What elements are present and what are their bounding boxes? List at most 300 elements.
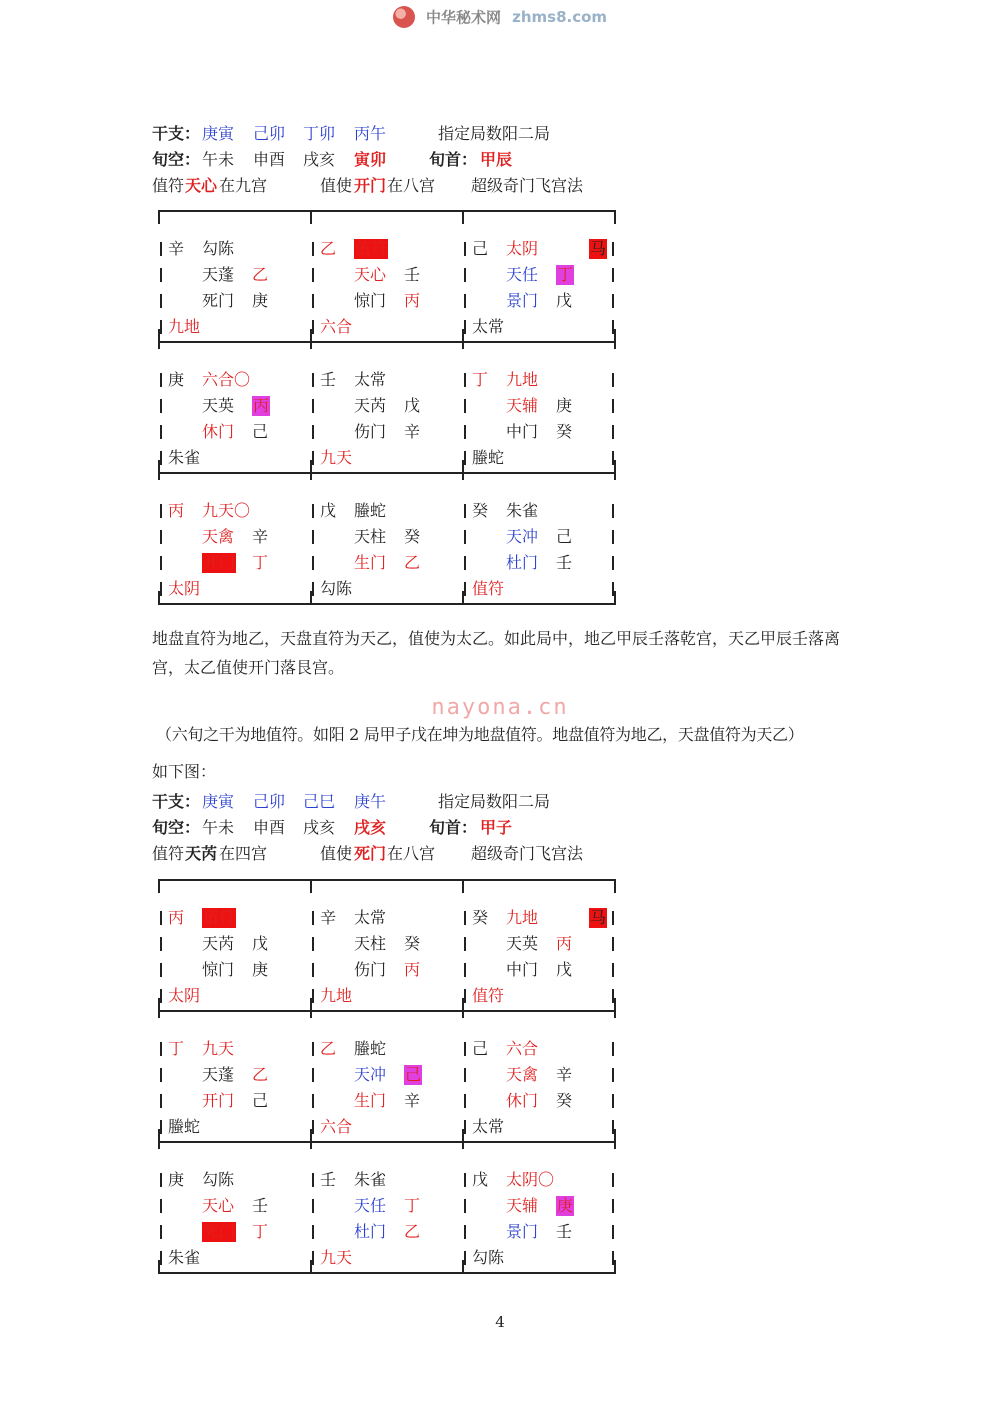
cell-bar (160, 937, 162, 951)
yin-yang-logo-icon (393, 6, 415, 28)
star: 天柱 (354, 934, 387, 953)
ju-number: 指定局数阳二局 (438, 792, 551, 811)
grid-tick (614, 879, 616, 893)
cell-bar (612, 1251, 614, 1265)
cell-bar (312, 399, 314, 413)
watermark: nayona.cn (431, 695, 569, 720)
cell-bar (312, 1068, 314, 1082)
earth-stem: 丁 (168, 1039, 185, 1058)
door-stem: 癸 (556, 1091, 573, 1110)
deity: 朱雀 (506, 501, 539, 520)
palace-cell (158, 224, 308, 354)
lower-deity: 六合 (320, 317, 353, 336)
cell-bar (312, 268, 314, 282)
cell-bar (612, 399, 614, 413)
star: 天任 (506, 265, 539, 284)
star: 天冲 (354, 1065, 387, 1084)
paragraph-2: （六旬之干为地值符。如阳 2 局甲子戊在坤为地盘值符。地盘值符为地乙，天盘值符为天乙） (156, 725, 804, 744)
cell-bar (312, 425, 314, 439)
cell-bar (160, 425, 162, 439)
cell-bar (312, 1173, 314, 1187)
zhifu-star: 天心 (185, 176, 218, 195)
door-stem: 壬 (556, 1222, 573, 1241)
door: 杜门 (506, 553, 539, 572)
ganzhi-label: 干支： (152, 124, 201, 143)
cell-bar (612, 504, 614, 518)
grid-hline (158, 210, 614, 212)
palace-cell (310, 1024, 460, 1154)
heaven-stem: 庚 (557, 1196, 574, 1215)
door: 死门 (202, 291, 235, 310)
lower-deity: 勾陈 (320, 579, 353, 598)
grid-tick (158, 210, 160, 224)
palace-cell (310, 486, 460, 616)
lower-deity: 九地 (320, 986, 353, 1005)
lower-deity: 朱雀 (168, 1248, 201, 1267)
grid-tick (614, 210, 616, 224)
grid-tick (614, 1135, 616, 1149)
deity: 九地 (506, 370, 539, 389)
lower-deity: 九地 (168, 317, 201, 336)
xunkong-label: 旬空： (152, 818, 201, 837)
palace-cell (158, 355, 308, 485)
grid-tick (614, 591, 616, 605)
cell-bar (612, 582, 614, 596)
cell-bar (160, 399, 162, 413)
zhishi-door: 开门 (354, 176, 387, 195)
lower-deity: 勾陈 (472, 1248, 505, 1267)
cell-bar (612, 1094, 614, 1108)
door-stem: 癸 (556, 422, 573, 441)
star: 天冲 (506, 527, 539, 546)
grid-tick (310, 879, 312, 893)
deity: 九天〇 (202, 501, 251, 520)
deity: 螣蛇 (354, 1039, 387, 1058)
door-stem: 乙 (404, 553, 421, 572)
cell-bar (160, 582, 162, 596)
cell-bar (160, 1068, 162, 1082)
cell-bar (464, 530, 466, 544)
zhishi-palace: 在八宫 (387, 176, 436, 195)
lower-deity: 螣蛇 (168, 1117, 201, 1136)
cell-bar (464, 373, 466, 387)
cell-bar (312, 1094, 314, 1108)
grid-tick (614, 1004, 616, 1018)
cell-bar (612, 530, 614, 544)
ganzhi-year: 庚寅 (202, 792, 235, 811)
star: 天禽 (202, 527, 235, 546)
earth-stem: 丙 (168, 908, 185, 927)
star: 天英 (506, 934, 539, 953)
door: 生门 (354, 1091, 387, 1110)
star: 天辅 (506, 396, 539, 415)
lower-deity: 值符 (472, 986, 505, 1005)
heaven-stem: 辛 (252, 527, 269, 546)
deity: 六合〇 (202, 370, 251, 389)
cell-bar (612, 989, 614, 1003)
door-stem: 乙 (404, 1222, 421, 1241)
xunshou-label: 旬首： (429, 818, 478, 837)
cell-bar (464, 320, 466, 334)
paragraph-1: 地盘直符为地乙，天盘直符为天乙，值使为太乙。如此局中，地乙甲辰壬落乾宫，天乙甲辰壬落离宫，太乙值使开门落艮宫。 (152, 629, 841, 677)
cell-bar (312, 963, 314, 977)
door: 景门 (506, 291, 539, 310)
zhishi-label: 值使 (320, 176, 353, 195)
cell-bar (464, 1225, 466, 1239)
cell-bar (464, 294, 466, 308)
deity: 九天 (202, 1039, 235, 1058)
cell-bar (464, 425, 466, 439)
site-url[interactable]: zhms8.com (512, 8, 608, 26)
cell-bar (160, 911, 162, 925)
heaven-stem: 壬 (252, 1196, 269, 1215)
cell-bar (312, 937, 314, 951)
grid-tick (614, 335, 616, 349)
cell-bar (612, 963, 614, 977)
door: 生门 (354, 553, 387, 572)
cell-bar (612, 294, 614, 308)
cell-bar (160, 504, 162, 518)
deity: 太常 (354, 370, 387, 389)
xunkong-3: 戌亥 (303, 818, 336, 837)
cell-bar (612, 1199, 614, 1213)
info-block-1 (152, 121, 872, 199)
method-label: 超级奇门飞宫法 (471, 176, 584, 195)
cell-bar (312, 294, 314, 308)
grid-tick (462, 879, 464, 893)
zhifu-palace: 在九宫 (219, 176, 268, 195)
cell-bar (612, 451, 614, 465)
grid-tick (614, 466, 616, 480)
ganzhi-year: 庚寅 (202, 124, 235, 143)
cell-bar (464, 1094, 466, 1108)
xunkong-label: 旬空： (152, 150, 201, 169)
cell-bar (160, 242, 162, 256)
cell-bar (312, 556, 314, 570)
earth-stem: 壬 (320, 1170, 337, 1189)
cell-bar (464, 937, 466, 951)
palace-cell (462, 224, 612, 354)
heaven-stem: 癸 (404, 934, 421, 953)
cell-bar (160, 1094, 162, 1108)
cell-bar (312, 1042, 314, 1056)
cell-bar (612, 556, 614, 570)
door-stem: 戊 (556, 291, 573, 310)
deity: 太阴〇 (506, 1170, 555, 1189)
zhifu-row (152, 173, 872, 199)
deity: 朱雀 (354, 1170, 387, 1189)
grid-tick (310, 210, 312, 224)
xunkong-3: 戌亥 (303, 150, 336, 169)
zhifu-label: 值符 (152, 844, 185, 863)
heaven-stem: 辛 (556, 1065, 573, 1084)
heaven-stem: 己 (405, 1065, 422, 1084)
earth-stem: 癸 (472, 501, 489, 520)
palace-cell (462, 355, 612, 485)
qimen-chart-2 (158, 879, 614, 1275)
star: 天芮 (202, 934, 235, 953)
zhishi-label: 值使 (320, 844, 353, 863)
ganzhi-label: 干支： (152, 792, 201, 811)
star: 天蓬 (202, 1065, 235, 1084)
ganzhi-day: 己巳 (303, 792, 336, 811)
ganzhi-day: 丁卯 (303, 124, 336, 143)
cell-bar (464, 1251, 466, 1265)
ganzhi-hour: 庚午 (354, 792, 387, 811)
cell-bar (160, 556, 162, 570)
palace-cell (462, 893, 612, 1023)
earth-stem: 辛 (168, 239, 185, 258)
lower-deity: 太常 (472, 1117, 505, 1136)
xunshou-value: 甲子 (480, 818, 513, 837)
cell-bar (464, 451, 466, 465)
star: 天禽 (506, 1065, 539, 1084)
xunshou-value: 甲辰 (480, 150, 513, 169)
deity: 勾陈 (202, 239, 235, 258)
heaven-stem: 丁 (404, 1196, 421, 1215)
heaven-stem: 壬 (404, 265, 421, 284)
lower-deity: 九天 (320, 448, 353, 467)
heaven-stem: 乙 (252, 265, 269, 284)
earth-stem: 乙 (320, 239, 337, 258)
cell-bar (160, 294, 162, 308)
door: 景门 (506, 1222, 539, 1241)
cell-bar (160, 1173, 162, 1187)
heaven-stem: 戊 (404, 396, 421, 415)
star: 天心 (202, 1196, 235, 1215)
earth-stem: 壬 (320, 370, 337, 389)
palace-cell (158, 893, 308, 1023)
door-stem: 丙 (404, 960, 421, 979)
cell-bar (464, 1199, 466, 1213)
cell-bar (160, 1120, 162, 1134)
cell-bar (312, 1199, 314, 1213)
door-stem: 己 (252, 1091, 269, 1110)
cell-bar (160, 989, 162, 1003)
cell-bar (612, 1173, 614, 1187)
xunkong-4: 戌亥 (354, 818, 387, 837)
xunkong-2: 申酉 (253, 818, 286, 837)
earth-stem: 己 (472, 239, 489, 258)
heaven-stem: 庚 (556, 396, 573, 415)
cell-bar (312, 1251, 314, 1265)
cell-bar (160, 963, 162, 977)
horse-marker: 马 (590, 908, 607, 927)
cell-bar (312, 373, 314, 387)
star: 天柱 (354, 527, 387, 546)
cell-bar (160, 1225, 162, 1239)
heaven-stem: 丙 (556, 934, 573, 953)
door-stem: 戊 (556, 960, 573, 979)
heaven-stem: 丁 (557, 265, 574, 284)
cell-bar (464, 989, 466, 1003)
lower-deity: 太常 (472, 317, 505, 336)
palace-cell (310, 893, 460, 1023)
cell-bar (612, 242, 614, 256)
cell-bar (160, 1199, 162, 1213)
door-stem: 己 (252, 422, 269, 441)
cell-bar (612, 1068, 614, 1082)
door-stem: 丙 (404, 291, 421, 310)
cell-bar (312, 1120, 314, 1134)
door: 开门 (202, 1091, 235, 1110)
xunkong-2: 申酉 (253, 150, 286, 169)
grid-tick (158, 879, 160, 893)
door-stem: 庚 (252, 291, 269, 310)
cell-bar (464, 582, 466, 596)
cell-bar (612, 425, 614, 439)
cell-bar (312, 582, 314, 596)
door: 死门 (203, 1222, 236, 1241)
door-stem: 壬 (556, 553, 573, 572)
zhishi-door: 死门 (354, 844, 387, 863)
deity: 太阴 (506, 239, 539, 258)
zhifu-label: 值符 (152, 176, 185, 195)
cell-bar (312, 1225, 314, 1239)
door: 惊门 (354, 291, 387, 310)
cell-bar (312, 320, 314, 334)
cell-bar (612, 268, 614, 282)
deity: 勾陈 (202, 1170, 235, 1189)
xunkong-row (152, 815, 872, 841)
door-stem: 辛 (404, 1091, 421, 1110)
cell-bar (464, 504, 466, 518)
heaven-stem: 乙 (252, 1065, 269, 1084)
ganzhi-row (152, 789, 872, 815)
cell-bar (312, 911, 314, 925)
earth-stem: 乙 (320, 1039, 337, 1058)
star: 天英 (202, 396, 235, 415)
heaven-stem: 戊 (252, 934, 269, 953)
star: 天任 (354, 1196, 387, 1215)
cell-bar (160, 373, 162, 387)
palace-cell (158, 486, 308, 616)
cell-bar (160, 1042, 162, 1056)
xunkong-4: 寅卯 (354, 150, 387, 169)
info-block-2 (152, 789, 872, 867)
cell-bar (612, 937, 614, 951)
cell-bar (464, 1120, 466, 1134)
palace-cell (462, 1155, 612, 1285)
xunkong-1: 午未 (202, 150, 235, 169)
cell-bar (160, 1251, 162, 1265)
cell-bar (160, 268, 162, 282)
earth-stem: 丁 (472, 370, 489, 389)
lower-deity: 太阴 (168, 986, 201, 1005)
star: 天蓬 (202, 265, 235, 284)
earth-stem: 庚 (168, 370, 185, 389)
palace-cell (310, 1155, 460, 1285)
earth-stem: 庚 (168, 1170, 185, 1189)
palace-cell (462, 1024, 612, 1154)
zhifu-row (152, 841, 872, 867)
cell-bar (464, 911, 466, 925)
earth-stem: 戊 (472, 1170, 489, 1189)
cell-bar (464, 242, 466, 256)
cell-bar (312, 504, 314, 518)
star: 天芮 (354, 396, 387, 415)
site-name: 中华秘术网 (426, 8, 502, 27)
zhifu-star: 天芮 (185, 844, 218, 863)
cell-bar (612, 1042, 614, 1056)
door: 中门 (506, 960, 539, 979)
deity: 六合 (506, 1039, 539, 1058)
lower-deity: 九天 (320, 1248, 353, 1267)
door: 中门 (506, 422, 539, 441)
page-number: 4 (495, 1313, 505, 1331)
xunshou-label: 旬首： (429, 150, 478, 169)
earth-stem: 癸 (472, 908, 489, 927)
door: 惊门 (202, 960, 235, 979)
ju-number: 指定局数阳二局 (438, 124, 551, 143)
deity: 值符 (355, 239, 388, 258)
grid-tick (614, 1260, 616, 1274)
palace-cell (310, 224, 460, 354)
zhifu-palace: 在四宫 (219, 844, 268, 863)
cell-bar (312, 451, 314, 465)
palace-cell (158, 1024, 308, 1154)
cell-bar (464, 1068, 466, 1082)
cell-bar (464, 399, 466, 413)
cell-bar (464, 1173, 466, 1187)
lower-deity: 六合 (320, 1117, 353, 1136)
star: 天辅 (506, 1196, 539, 1215)
cell-bar (612, 911, 614, 925)
cell-bar (312, 530, 314, 544)
cell-bar (312, 989, 314, 1003)
zhishi-palace: 在八宫 (387, 844, 436, 863)
cell-bar (464, 1042, 466, 1056)
site-header (0, 6, 1000, 32)
cell-bar (612, 1120, 614, 1134)
cell-bar (464, 556, 466, 570)
door-stem: 丁 (252, 553, 269, 572)
ganzhi-month: 己卯 (253, 124, 286, 143)
qimen-chart-1 (158, 210, 614, 606)
cell-bar (612, 1225, 614, 1239)
palace-cell (158, 1155, 308, 1285)
cell-bar (160, 530, 162, 544)
earth-stem: 辛 (320, 908, 337, 927)
earth-stem: 己 (472, 1039, 489, 1058)
cell-bar (612, 320, 614, 334)
door: 伤门 (354, 960, 387, 979)
cell-bar (464, 963, 466, 977)
door: 开门 (203, 553, 236, 572)
grid-tick (462, 210, 464, 224)
heaven-stem: 丙 (253, 396, 270, 415)
cell-bar (160, 451, 162, 465)
xunkong-row (152, 147, 872, 173)
cell-bar (464, 268, 466, 282)
ganzhi-month: 己卯 (253, 792, 286, 811)
lower-deity: 太阴 (168, 579, 201, 598)
door: 休门 (202, 422, 235, 441)
door: 休门 (506, 1091, 539, 1110)
ganzhi-hour: 丙午 (354, 124, 387, 143)
door-stem: 丁 (252, 1222, 269, 1241)
palace-cell (310, 355, 460, 485)
method-label: 超级奇门飞宫法 (471, 844, 584, 863)
earth-stem: 戊 (320, 501, 337, 520)
door-stem: 辛 (404, 422, 421, 441)
grid-hline (158, 879, 614, 881)
lower-deity: 值符 (472, 579, 505, 598)
door: 杜门 (354, 1222, 387, 1241)
palace-cell (462, 486, 612, 616)
earth-stem: 丙 (168, 501, 185, 520)
cell-bar (312, 242, 314, 256)
